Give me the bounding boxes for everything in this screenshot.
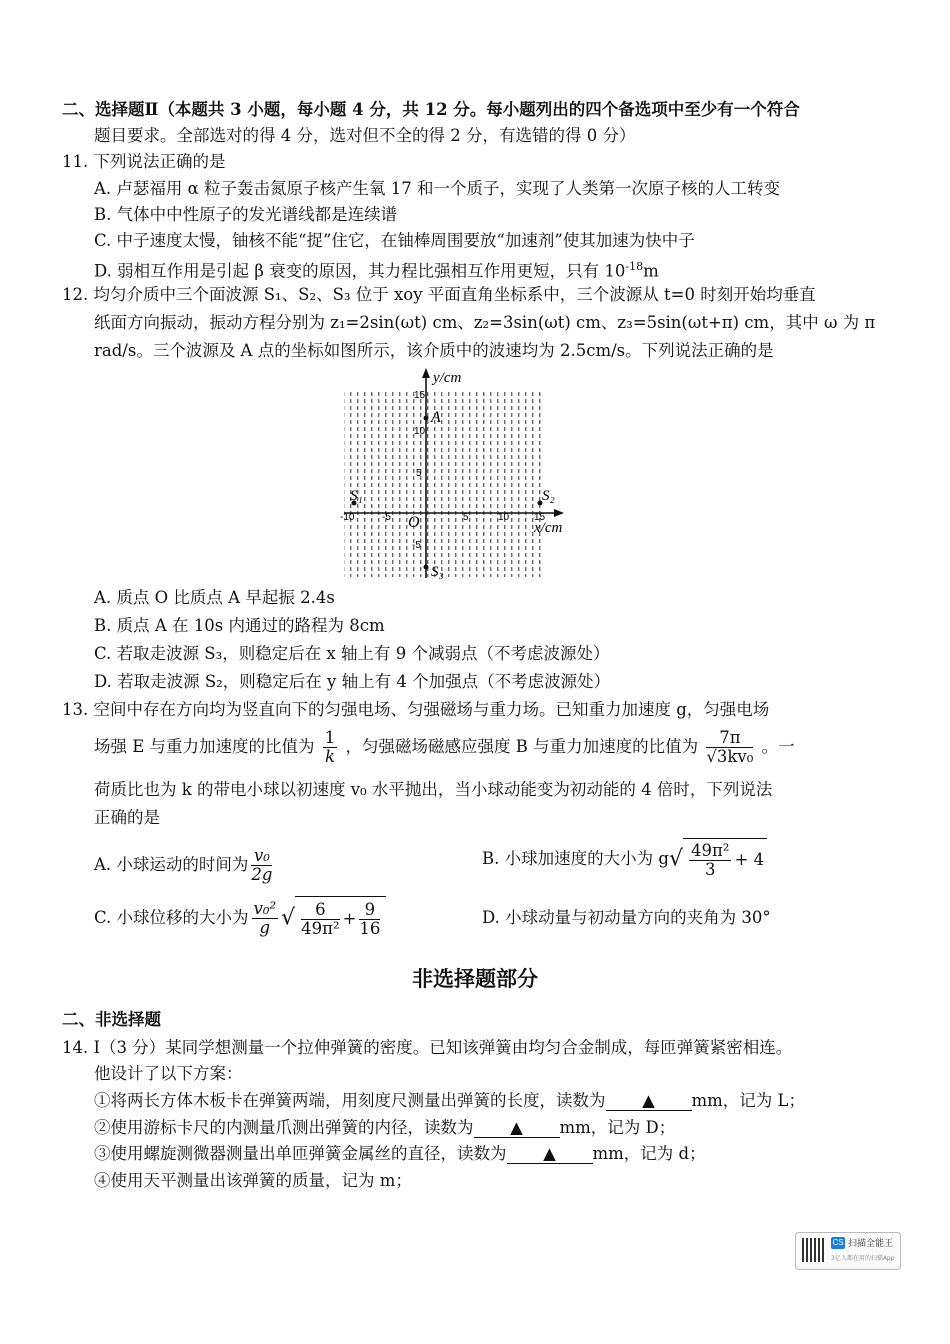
y-arrow-icon (422, 368, 430, 378)
y-tick: 15 (414, 390, 426, 401)
q13-option-c: C. 小球位移的大小为 $\frac{\text{v₀²}}{g}$ √ $\frac{6}{\text{49π²}}$ + $\frac{9}{16}$ (94, 896, 386, 941)
q14-line1: 14. Ⅰ（3 分）某同学想测量一个拉伸弹簧的密度。已知该弹簧由均匀合金制成，每匝弹簧紧密相连。 (62, 1038, 793, 1057)
q14-step4: ④使用天平测量出该弹簧的质量，记为 m； (94, 1171, 412, 1190)
q11-option-c: C. 中子速度太慢，铀核不能“捉”住它，在铀棒周围要放“加速剂”使其加速为快中子 (94, 231, 695, 250)
qr-code-icon (802, 1238, 826, 1262)
q13-line4: 正确的是 (94, 808, 160, 827)
q11-option-b: B. 气体中中性原子的发光谱线都是连续谱 (94, 205, 398, 224)
watermark-name: 扫描全能王 (848, 1239, 894, 1249)
q13-line3: 荷质比也为 k 的带电小球以初速度 v₀ 水平抛出，当小球动能变为初动能的 4 倍时，下列说法 (94, 780, 773, 799)
q12-coordinate-figure (336, 364, 586, 584)
y-axis-label: y/cm (433, 370, 462, 386)
part-heading: 二、非选择题 (62, 1010, 161, 1029)
s3-label: S₃ (431, 564, 444, 580)
q13-line1: 13. 空间中存在方向均为竖直向下的匀强电场、匀强磁场与重力场。已知重力加速度 g，匀强电场 (62, 700, 770, 719)
scanner-watermark (795, 1232, 901, 1270)
q12-line3: rad/s。三个波源及 A 点的坐标如图所示，该介质中的波速均为 2.5cm/s。下列说法正确的是 (94, 341, 774, 360)
point-a-label: A (431, 409, 441, 426)
y-tick: 10 (414, 426, 426, 437)
x-tick: -10 (340, 512, 355, 523)
s1-label: S₁ (350, 488, 363, 504)
q11-stem: 11. 下列说法正确的是 (62, 152, 226, 171)
q12-option-c: C. 若取走波源 S₃，则稳定后在 x 轴上有 9 个减弱点（不考虑波源处） (94, 644, 610, 663)
section-heading: 二、选择题Ⅱ（本题共 3 小题，每小题 4 分，共 12 分。每小题列出的四个备选项中至少有一个符合 (62, 100, 800, 119)
fraction-7pi: $\frac{7\pi}{\text{√3kv₀}}$ (706, 728, 754, 766)
q11-option-a: A. 卢瑟福用 α 粒子轰击氮原子核产生氧 17 和一个质子，实现了人类第一次原子核的人工转变 (94, 179, 781, 198)
x-tick: 10 (498, 512, 510, 523)
q13-option-b: B. 小球加速度的大小为 g√ $\frac{\text{49π²}}{3}$ + 4 (482, 838, 767, 881)
x-tick: 5 (463, 512, 469, 523)
point-a-dot (424, 416, 429, 421)
x-tick: 15 (534, 512, 546, 523)
fraction-1-over-k: $\frac{1}{k}$ (324, 728, 336, 766)
y-tick: 5 (416, 468, 422, 479)
section-heading-cont: 题目要求。全部选对的得 4 分，选对但不全的得 2 分，有选错的得 0 分） (94, 126, 636, 145)
q12-line2: 纸面方向振动，振动方程分别为 z₁=2sin(ωt) cm、z₂=3sin(ωt) cm、z₃=5sin(ωt+π) cm，其中 ω 为 π (94, 313, 876, 332)
q14-line2: 他设计了以下方案： (94, 1064, 243, 1083)
q12-line1: 12. 均匀介质中三个面波源 S₁、S₂、S₃ 位于 xoy 平面直角坐标系中，三个波源从 t=0 时刻开始均垂直 (62, 285, 816, 304)
q14-step1: ①将两长方体木板卡在弹簧两端，用刻度尺测量出弹簧的长度，读数为 ▲ mm，记为 L； (94, 1091, 805, 1110)
s2-label: S₂ (542, 488, 555, 504)
grid-dots (344, 389, 544, 577)
q13-line2: 场强 E 与重力加速度的比值为 $\frac{1}{k}$ ，匀强磁场磁感应强度 B 与重力加速度的比值为 $\frac{7\pi}{\text{√3kv₀}}$ 。一 (94, 728, 795, 766)
q14-step3: ③使用螺旋测微器测量出单匝弹簧金属丝的直径，读数为 ▲ mm，记为 d； (94, 1144, 706, 1163)
q12-option-d: D. 若取走波源 S₂，则稳定后在 y 轴上有 4 个加强点（不考虑波源处） (94, 672, 611, 691)
answer-blank-d-inner[interactable]: ▲ (474, 1119, 560, 1138)
y-tick: -5 (412, 540, 421, 551)
cs-logo: CS (832, 1238, 844, 1247)
q14-step2: ②使用游标卡尺的内测量爪测出弹簧的内径，读数为 ▲ mm，记为 D； (94, 1118, 676, 1137)
x-tick: -5 (382, 512, 391, 523)
q13-option-d: D. 小球动量与初动量方向的夹角为 30° (482, 908, 771, 927)
origin-label: O (408, 514, 420, 531)
s3-dot (424, 565, 429, 570)
q12-option-b: B. 质点 A 在 10s 内通过的路程为 8cm (94, 616, 385, 635)
q12-option-a: A. 质点 O 比质点 A 早起振 2.4s (94, 588, 335, 607)
x-arrow-icon (554, 509, 564, 517)
answer-blank-d-wire[interactable]: ▲ (507, 1145, 593, 1164)
watermark-sub: 3亿人都在用的扫描App (831, 1255, 895, 1262)
q13-option-a: A. 小球运动的时间为 $\frac{\text{v₀}}{2g}$ (94, 846, 273, 884)
q11-option-d: D. 弱相互作用是引起 β 衰变的原因，其力程比强相互作用更短，只有 $10^{-18}m$ (94, 260, 659, 281)
part-title: 非选择题部分 (412, 966, 538, 991)
x-axis-label: x/cm (534, 520, 563, 536)
answer-blank-l[interactable]: ▲ (606, 1092, 692, 1111)
